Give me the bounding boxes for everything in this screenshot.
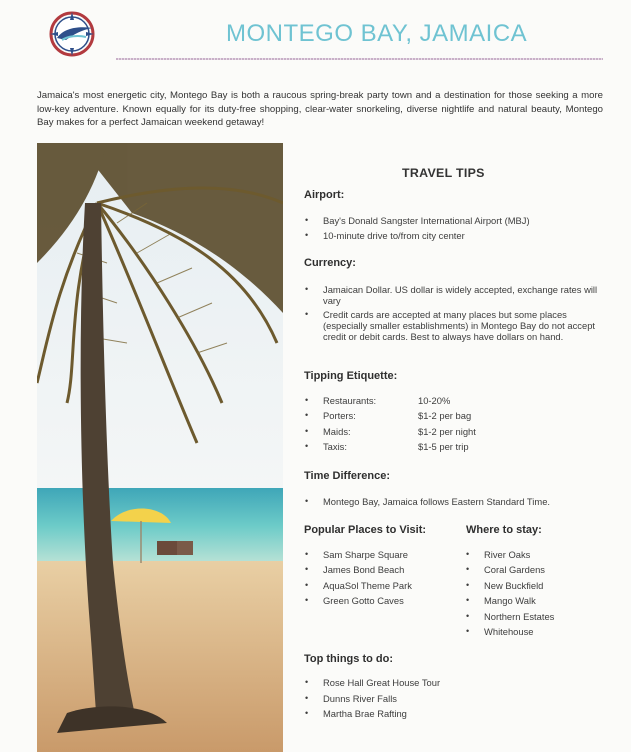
beach-palm-photo — [37, 143, 283, 752]
tipping-row-label: • Restaurants: — [305, 395, 377, 406]
tipping-row-label: • Taxis: — [305, 441, 347, 452]
tipping-heading: Tipping Etiquette: — [304, 370, 398, 382]
tipping-row-label: • Porters: — [305, 410, 356, 421]
list-item: • James Bond Beach — [305, 564, 405, 575]
tipping-row-value: 10-20% — [418, 395, 451, 406]
list-item: • Dunns River Falls — [305, 693, 397, 704]
time-difference-heading: Time Difference: — [304, 470, 390, 482]
list-item: • AquaSol Theme Park — [305, 580, 412, 591]
top-things-heading: Top things to do: — [304, 653, 393, 665]
list-item: • Sam Sharpe Square — [305, 549, 408, 560]
tipping-row-value: $1-2 per night — [418, 426, 476, 437]
list-item: • Martha Brae Rafting — [305, 708, 407, 719]
list-item: • River Oaks — [466, 549, 531, 560]
tipping-row-value: $1-5 per trip — [418, 441, 469, 452]
tipping-row-label: • Maids: — [305, 426, 351, 437]
title-divider — [116, 58, 603, 60]
list-item: • Northern Estates — [466, 611, 555, 622]
where-to-stay-heading: Where to stay: — [466, 524, 542, 536]
travel-tips-heading: TRAVEL TIPS — [402, 166, 485, 180]
compass-sailfish-logo-icon — [48, 10, 96, 58]
list-item: • 10-minute drive to/from city center — [305, 230, 465, 241]
list-item: • Whitehouse — [466, 626, 534, 637]
popular-places-heading: Popular Places to Visit: — [304, 524, 427, 536]
list-item: • Credit cards are accepted at many places but some places (especially smaller establishments) in Montego Bay do not accept credit or debit cards. Best to always have dollars on hand. — [305, 309, 596, 342]
list-item: • Rose Hall Great House Tour — [305, 677, 441, 688]
intro-paragraph: Jamaica's most energetic city, Montego Bay is both a raucous spring-break party town and a destination for those seeking a more low-key adventure. Known equally for its duty-free shopping, clear-water snorkeling, diverse nightlife and natural beauty, Montego Bay makes for a perfect Jamaican weekend getaway! — [37, 90, 603, 129]
list-item: • Jamaican Dollar. US dollar is widely accepted, exchange rates will vary — [305, 284, 598, 306]
airport-heading: Airport: — [304, 189, 345, 201]
list-item: • Green Gotto Caves — [305, 595, 404, 606]
list-item: • Bay's Donald Sangster International Airport (MBJ) — [305, 215, 530, 226]
page-title: MONTEGO BAY, JAMAICA — [226, 20, 528, 47]
tipping-row-value: $1-2 per bag — [418, 410, 472, 421]
list-item: • New Buckfield — [466, 580, 544, 591]
list-item: • Mango Walk — [466, 595, 536, 606]
list-item: • Coral Gardens — [466, 564, 545, 575]
currency-heading: Currency: — [304, 257, 356, 269]
list-item: • Montego Bay, Jamaica follows Eastern Standard Time. — [305, 496, 551, 507]
